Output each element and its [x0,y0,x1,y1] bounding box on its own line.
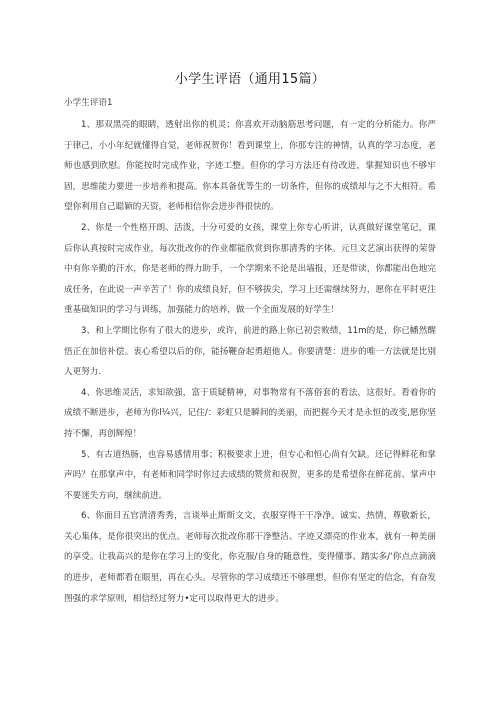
comment-paragraph-4: 4、你思维灵活，求知欲强，富于质疑精神，对事物常有不落俗套的看法，这很好。看着你的成绩不断进步，老师为你l¼兴，记住/：彩虹只是瞬间的美丽，而把握今天才是永恒的改变,愿你坚持不懈，再创辉煌！ [64,387,436,439]
comment-paragraph-2: 2、你是一个性格开朗、活泼，十分可爱的女孩，课堂上你专心听讲，认真做好课堂笔记，课后你认真按时完成作业，每次批改你的作业都能欣赏到你那清秀的字体。元旦文艺演出获得的荣誉中有你辛勤的汗水，你是老师的得力助手，一个学期来不论是出墙报，还是带读，你都能出色地完成任务，在此说一声辛苦了！你的成绩良好，但不够拔尖，学习上还需继续努力，愿你在平时更注重基础知识的学习与训练，加强能力的培养，做一个全面发展的好学生！ [64,222,436,316]
document-title: 小学生评语（通用15篇） [174,72,326,87]
comment-paragraph-3: 3、和上学期比你有了很大的进步，或许，前进的路上你已初尝败绩，11m的是，你已幡然醒悟正在加倍补偿。衷心希望以后的你，能扬鞭奋起勇超他人。你要清楚：进步的唯一方法就是比别人更努力. [64,325,436,378]
comment-paragraph-5: 5、有古道热肠，也容易感情用事；积极要求上进，但专心和恒心尚有欠缺。还记得鲜花和掌声吗？在那掌声中，有老师和同学时你过去成绩的赞赏和祝贺，更多的是希望你在鲜花前、掌声中不要迷失方向，继续前进。 [64,449,436,501]
document-body [64,96,436,609]
section-heading: 小学生评语1 [64,98,113,108]
comment-paragraph-1: 1、那双黑亮的眼睛，透射出你的机灵；你喜欢开动脑筋思考问题，有一定的分析能力。你严于律己，小小年纪就懂得自觉，老师祝贺你！看到课堂上，你那专注的神情，认真的学习态度，老师也感到欣慰。你能按时完成作业，字迹工整。但你的学习方法还有待改进，掌握知识也不够牢固，思维能力要进一步培养和提高。你本具备优等生的一切条件，但你的成绩却与之不大相符。希望你利用自己聪颖的天资，老师相信你会进步得很快的。 [64,120,436,213]
comment-paragraph-6: 6、你面目五官清清秀秀，言谈举止斯斯文文，衣服穿得干干净净。诚实、热情，尊敬新长，关心集体，是你很突出的优点。老师每次批改你那干净整洁、字迹又漂亮的作业本，就有一种美丽的享受。让我高兴的是你在学习上的变化，你克服/自身的随意性，变得懂事、踏实多/‘你点点滴滴的进步，老师都看在眼里，再在心头。尽管你的学习成绩还不够理想，但你有坚定的信念，有奋发图强的求学原则，相信经过努力•定可以取得更大的进步。 [64,511,436,604]
